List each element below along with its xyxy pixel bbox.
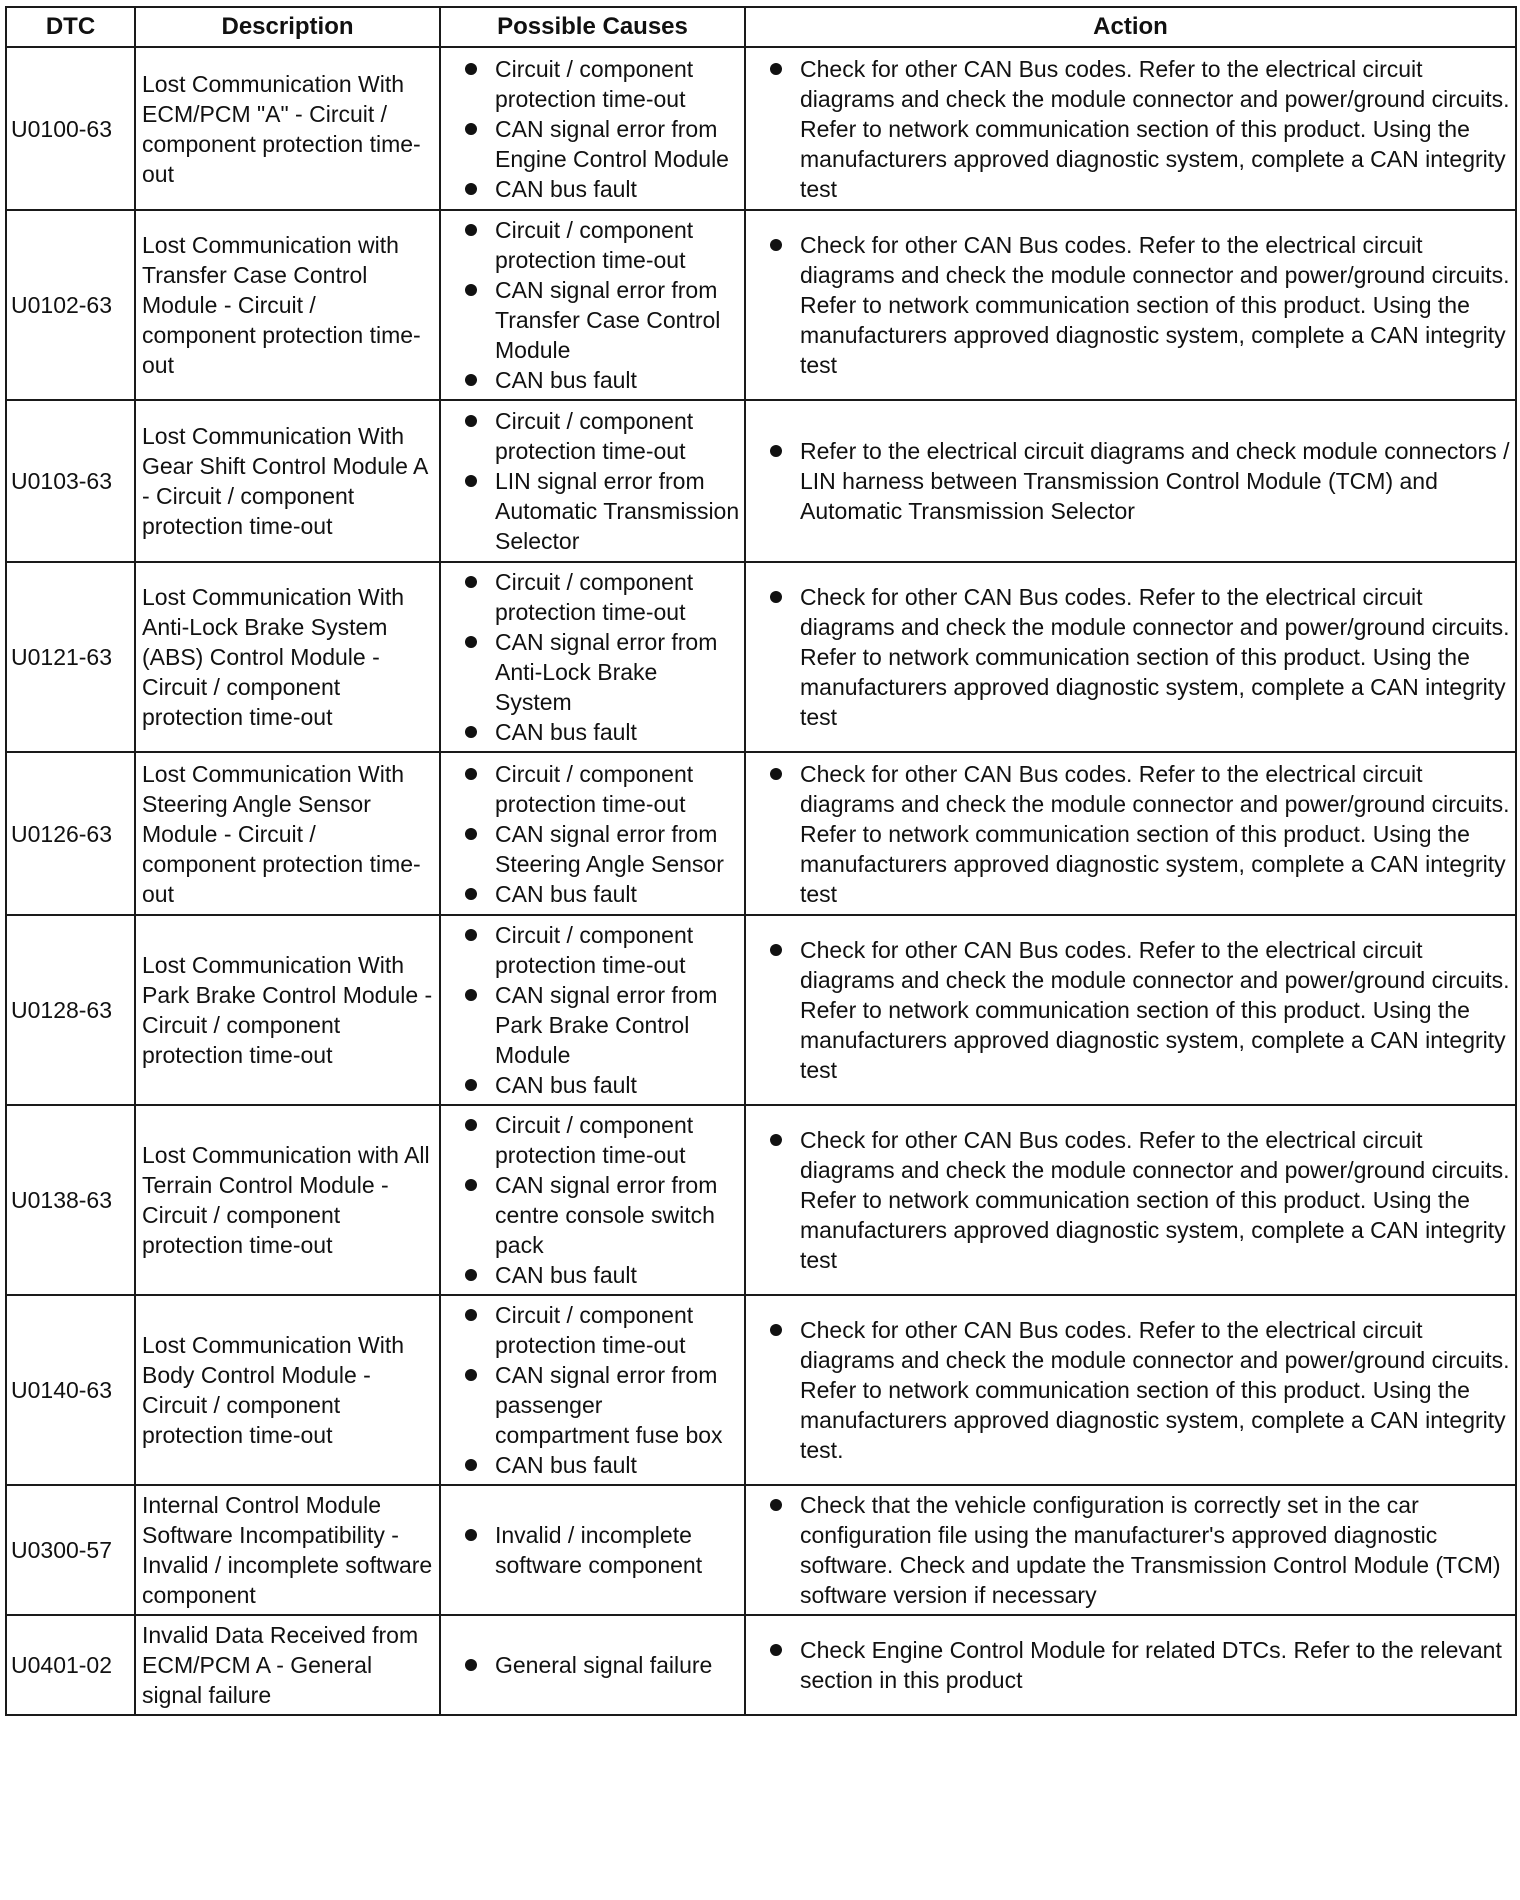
list-item bbox=[447, 1450, 740, 1480]
action-list bbox=[752, 935, 1511, 1085]
dtc-code: U0100-63 bbox=[6, 47, 135, 210]
list-item bbox=[447, 980, 740, 1070]
list-item bbox=[447, 54, 740, 114]
list-item bbox=[447, 1300, 740, 1360]
cause-text: CAN bus fault bbox=[495, 719, 637, 745]
action-list bbox=[752, 1315, 1511, 1465]
possible-causes-list bbox=[447, 1650, 740, 1680]
dtc-description: Lost Communication With Body Control Module - Circuit / component protection time-out bbox=[135, 1295, 440, 1485]
dtc-code: U0140-63 bbox=[6, 1295, 135, 1485]
dtc-description: Lost Communication With Park Brake Control Module - Circuit / component protection time-out bbox=[135, 915, 440, 1105]
table-row bbox=[6, 562, 1516, 752]
bullet-icon bbox=[770, 1324, 782, 1336]
bullet-icon bbox=[465, 576, 477, 588]
action-cell bbox=[745, 210, 1516, 400]
list-item bbox=[447, 1070, 740, 1100]
action-cell bbox=[745, 1615, 1516, 1715]
possible-causes-list bbox=[447, 215, 740, 395]
possible-causes-list bbox=[447, 54, 740, 204]
bullet-icon bbox=[770, 591, 782, 603]
bullet-icon bbox=[465, 123, 477, 135]
possible-causes-list bbox=[447, 1300, 740, 1480]
action-text: Check Engine Control Module for related DTCs. Refer to the relevant section in this product bbox=[800, 1637, 1502, 1693]
bullet-icon bbox=[770, 768, 782, 780]
possible-causes-cell bbox=[440, 400, 745, 562]
list-item bbox=[447, 879, 740, 909]
cause-text: CAN signal error from Steering Angle Sensor bbox=[495, 820, 724, 877]
dtc-description: Lost Communication with Transfer Case Control Module - Circuit / component protection time-out bbox=[135, 210, 440, 400]
cause-text: CAN bus fault bbox=[495, 367, 637, 393]
action-text: Check for other CAN Bus codes. Refer to the electrical circuit diagrams and check the module connector and power/ground circuits. Refer to network communication section of this product. Using the manufacturers approved diagnostic system, complete a CAN integrity test bbox=[800, 55, 1510, 202]
list-item bbox=[752, 582, 1511, 732]
cause-text: Circuit / component protection time-out bbox=[495, 55, 694, 112]
action-text: Check that the vehicle configuration is correctly set in the car configuration file using the manufacturer's approved diagnostic software. Check and update the Transmission Control Module (TCM) software version if necessary bbox=[800, 1492, 1501, 1608]
bullet-icon bbox=[465, 726, 477, 738]
action-text: Check for other CAN Bus codes. Refer to the electrical circuit diagrams and check the module connector and power/ground circuits. Refer to network communication section of this product. Using the manufacturers approved diagnostic system, complete a CAN integrity test bbox=[800, 937, 1510, 1083]
possible-causes-cell bbox=[440, 562, 745, 752]
action-text: Check for other CAN Bus codes. Refer to the electrical circuit diagrams and check the module connector and power/ground circuits. Refer to network communication section of this product. Using the manufacturers approved diagnostic system, complete a CAN integrity test bbox=[800, 232, 1510, 378]
action-list bbox=[752, 1635, 1511, 1695]
cause-text: Circuit / component protection time-out bbox=[495, 1302, 694, 1358]
cause-text: General signal failure bbox=[495, 1652, 713, 1678]
possible-causes-list bbox=[447, 1520, 740, 1580]
possible-causes-cell bbox=[440, 1615, 745, 1715]
cause-text: CAN signal error from centre console switch pack bbox=[495, 1172, 718, 1258]
bullet-icon bbox=[770, 1499, 782, 1511]
list-item bbox=[752, 1125, 1511, 1275]
dtc-description: Lost Communication With Anti-Lock Brake System (ABS) Control Module - Circuit / component protection time-out bbox=[135, 562, 440, 752]
possible-causes-cell bbox=[440, 47, 745, 210]
header-action: Action bbox=[745, 7, 1516, 47]
list-item bbox=[752, 1490, 1511, 1610]
action-list bbox=[752, 230, 1511, 380]
list-item bbox=[447, 627, 740, 717]
bullet-icon bbox=[770, 1644, 782, 1656]
cause-text: Circuit / component protection time-out bbox=[495, 408, 694, 464]
table-row bbox=[6, 210, 1516, 400]
cause-text: Invalid / incomplete software component bbox=[495, 1522, 703, 1578]
possible-causes-list bbox=[447, 759, 740, 909]
action-list bbox=[752, 54, 1511, 204]
dtc-document bbox=[5, 6, 1515, 1716]
bullet-icon bbox=[770, 1134, 782, 1146]
dtc-description: Lost Communication with All Terrain Control Module - Circuit / component protection time-out bbox=[135, 1105, 440, 1295]
list-item bbox=[447, 1260, 740, 1290]
dtc-code: U0103-63 bbox=[6, 400, 135, 562]
list-item bbox=[447, 365, 740, 395]
possible-causes-list bbox=[447, 406, 740, 556]
possible-causes-cell bbox=[440, 1295, 745, 1485]
list-item bbox=[752, 436, 1511, 526]
bullet-icon bbox=[465, 183, 477, 195]
action-list bbox=[752, 436, 1511, 526]
dtc-description: Internal Control Module Software Incompatibility - Invalid / incomplete software component bbox=[135, 1485, 440, 1615]
cause-text: Circuit / component protection time-out bbox=[495, 217, 694, 273]
cause-text: LIN signal error from Automatic Transmission Selector bbox=[495, 468, 740, 554]
bullet-icon bbox=[465, 989, 477, 1001]
list-item bbox=[447, 406, 740, 466]
bullet-icon bbox=[465, 1179, 477, 1191]
action-text: Check for other CAN Bus codes. Refer to the electrical circuit diagrams and check the module connector and power/ground circuits. Refer to network communication section of this product. Using the manufacturers approved diagnostic system, complete a CAN integrity test bbox=[800, 584, 1510, 730]
dtc-description: Lost Communication With ECM/PCM "A" - Circuit / component protection time-out bbox=[135, 47, 440, 210]
table-row bbox=[6, 400, 1516, 562]
list-item bbox=[447, 717, 740, 747]
action-cell bbox=[745, 915, 1516, 1105]
list-item bbox=[447, 215, 740, 275]
table-row bbox=[6, 1485, 1516, 1615]
dtc-code: U0401-02 bbox=[6, 1615, 135, 1715]
bullet-icon bbox=[465, 1529, 477, 1541]
bullet-icon bbox=[465, 415, 477, 427]
dtc-table bbox=[5, 6, 1517, 1716]
table-row bbox=[6, 752, 1516, 915]
table-row bbox=[6, 1295, 1516, 1485]
cause-text: CAN bus fault bbox=[495, 1262, 637, 1288]
header-possible-causes: Possible Causes bbox=[440, 7, 745, 47]
action-cell bbox=[745, 752, 1516, 915]
list-item bbox=[447, 174, 740, 204]
possible-causes-cell bbox=[440, 1485, 745, 1615]
dtc-code: U0102-63 bbox=[6, 210, 135, 400]
cause-text: CAN signal error from Park Brake Control Module bbox=[495, 982, 718, 1068]
list-item bbox=[447, 920, 740, 980]
cause-text: Circuit / component protection time-out bbox=[495, 922, 694, 978]
possible-causes-list bbox=[447, 567, 740, 747]
bullet-icon bbox=[465, 374, 477, 386]
bullet-icon bbox=[465, 1309, 477, 1321]
list-item bbox=[752, 759, 1511, 909]
list-item bbox=[447, 1360, 740, 1450]
list-item bbox=[447, 1110, 740, 1170]
bullet-icon bbox=[770, 63, 782, 75]
possible-causes-list bbox=[447, 920, 740, 1100]
table-body bbox=[6, 47, 1516, 1715]
table-row bbox=[6, 1105, 1516, 1295]
bullet-icon bbox=[465, 929, 477, 941]
bullet-icon bbox=[465, 1659, 477, 1671]
bullet-icon bbox=[770, 239, 782, 251]
bullet-icon bbox=[465, 1369, 477, 1381]
cause-text: Circuit / component protection time-out bbox=[495, 760, 694, 817]
action-text: Check for other CAN Bus codes. Refer to the electrical circuit diagrams and check the module connector and power/ground circuits. Refer to network communication section of this product. Using the manufacturers approved diagnostic system, complete a CAN integrity test. bbox=[800, 1317, 1510, 1463]
dtc-code: U0121-63 bbox=[6, 562, 135, 752]
list-item bbox=[447, 275, 740, 365]
bullet-icon bbox=[465, 284, 477, 296]
action-list bbox=[752, 1490, 1511, 1610]
action-text: Refer to the electrical circuit diagrams and check module connectors / LIN harness between Transmission Control Module (TCM) and Automatic Transmission Selector bbox=[800, 438, 1510, 524]
bullet-icon bbox=[465, 1269, 477, 1281]
possible-causes-cell bbox=[440, 1105, 745, 1295]
action-cell bbox=[745, 1105, 1516, 1295]
bullet-icon bbox=[465, 888, 477, 900]
list-item bbox=[447, 567, 740, 627]
bullet-icon bbox=[465, 1079, 477, 1091]
header-description: Description bbox=[135, 7, 440, 47]
header-dtc: DTC bbox=[6, 7, 135, 47]
bullet-icon bbox=[465, 1119, 477, 1131]
cause-text: CAN signal error from Transfer Case Control Module bbox=[495, 277, 721, 363]
bullet-icon bbox=[465, 828, 477, 840]
dtc-code: U0126-63 bbox=[6, 752, 135, 915]
bullet-icon bbox=[465, 636, 477, 648]
list-item bbox=[447, 819, 740, 879]
action-cell bbox=[745, 47, 1516, 210]
table-row bbox=[6, 47, 1516, 210]
possible-causes-list bbox=[447, 1110, 740, 1290]
list-item bbox=[447, 466, 740, 556]
action-cell bbox=[745, 562, 1516, 752]
list-item bbox=[447, 1520, 740, 1580]
cause-text: CAN bus fault bbox=[495, 1072, 637, 1098]
list-item bbox=[447, 1170, 740, 1260]
dtc-code: U0300-57 bbox=[6, 1485, 135, 1615]
dtc-code: U0138-63 bbox=[6, 1105, 135, 1295]
table-row bbox=[6, 915, 1516, 1105]
possible-causes-cell bbox=[440, 210, 745, 400]
dtc-description: Invalid Data Received from ECM/PCM A - General signal failure bbox=[135, 1615, 440, 1715]
action-text: Check for other CAN Bus codes. Refer to the electrical circuit diagrams and check the module connector and power/ground circuits. Refer to network communication section of this product. Using the manufacturers approved diagnostic system, complete a CAN integrity test bbox=[800, 760, 1510, 907]
list-item bbox=[752, 935, 1511, 1085]
dtc-description: Lost Communication With Gear Shift Control Module A - Circuit / component protection time-out bbox=[135, 400, 440, 562]
dtc-code: U0128-63 bbox=[6, 915, 135, 1105]
cause-text: CAN bus fault bbox=[495, 175, 637, 202]
action-text: Check for other CAN Bus codes. Refer to the electrical circuit diagrams and check the module connector and power/ground circuits. Refer to network communication section of this product. Using the manufacturers approved diagnostic system, complete a CAN integrity test bbox=[800, 1127, 1510, 1273]
list-item bbox=[447, 114, 740, 174]
cause-text: CAN signal error from Engine Control Module bbox=[495, 115, 729, 172]
action-list bbox=[752, 759, 1511, 909]
header-row bbox=[6, 7, 1516, 47]
bullet-icon bbox=[465, 1459, 477, 1471]
bullet-icon bbox=[770, 944, 782, 956]
cause-text: CAN bus fault bbox=[495, 880, 637, 907]
possible-causes-cell bbox=[440, 915, 745, 1105]
bullet-icon bbox=[770, 445, 782, 457]
cause-text: CAN signal error from passenger compartment fuse box bbox=[495, 1362, 723, 1448]
dtc-description: Lost Communication With Steering Angle Sensor Module - Circuit / component protection time-out bbox=[135, 752, 440, 915]
cause-text: Circuit / component protection time-out bbox=[495, 569, 694, 625]
action-list bbox=[752, 1125, 1511, 1275]
action-cell bbox=[745, 400, 1516, 562]
cause-text: CAN signal error from Anti-Lock Brake System bbox=[495, 629, 718, 715]
action-list bbox=[752, 582, 1511, 732]
list-item bbox=[752, 54, 1511, 204]
list-item bbox=[752, 230, 1511, 380]
list-item bbox=[752, 1315, 1511, 1465]
possible-causes-cell bbox=[440, 752, 745, 915]
list-item bbox=[447, 759, 740, 819]
cause-text: CAN bus fault bbox=[495, 1452, 637, 1478]
action-cell bbox=[745, 1295, 1516, 1485]
cause-text: Circuit / component protection time-out bbox=[495, 1112, 694, 1168]
bullet-icon bbox=[465, 224, 477, 236]
bullet-icon bbox=[465, 63, 477, 75]
list-item bbox=[752, 1635, 1511, 1695]
action-cell bbox=[745, 1485, 1516, 1615]
bullet-icon bbox=[465, 475, 477, 487]
list-item bbox=[447, 1650, 740, 1680]
table-row bbox=[6, 1615, 1516, 1715]
bullet-icon bbox=[465, 768, 477, 780]
